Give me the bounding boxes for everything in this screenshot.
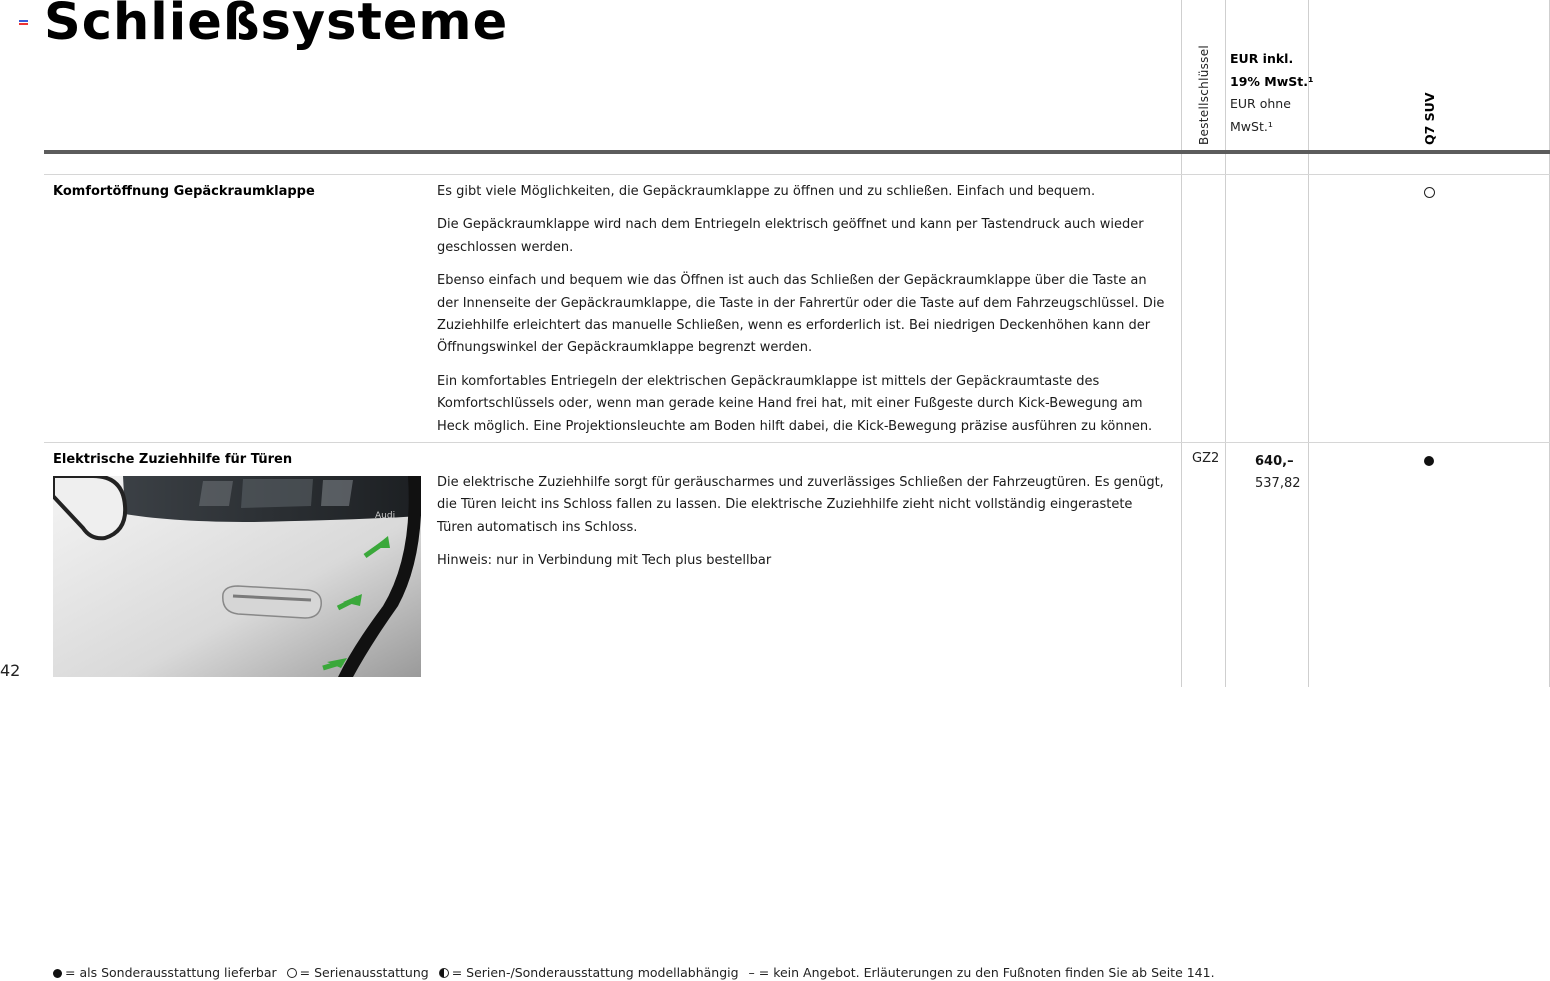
price-gross-header-line2: 19% MwSt.¹: [1230, 73, 1314, 89]
order-code-header: Bestellschlüssel: [1197, 44, 1211, 145]
order-code: GZ2: [1192, 451, 1220, 466]
price-cell: [1255, 451, 1301, 496]
open-circle-icon: [287, 968, 297, 978]
half-circle-icon: [439, 968, 449, 978]
feature-description: [437, 472, 1172, 584]
door-handle-image: [53, 476, 421, 677]
column-divider: [1181, 0, 1182, 687]
legend-item-standard: = Serienausstattung: [287, 965, 429, 980]
description-paragraph: Ein komfortables Entriegeln der elektrischen Gepäckraumklappe ist mittels der Gepäckraumtaste des Komfortschlüssels oder, wenn man gerade keine Hand frei hat, mit einer Fußgeste durch Kick-Bewegung am Heck möglich. Eine Projektionsleuchte am Boden hilft dabei, die Kick-Bewegung präzise ausführen zu können.: [437, 373, 1153, 434]
price-gross: 640,–: [1255, 454, 1294, 469]
model-header: Q7 SUV: [1422, 92, 1437, 145]
price-net-header-line1: EUR ohne: [1230, 96, 1291, 111]
legend: [53, 965, 1221, 980]
feature-name: Elektrische Zuziehhilfe für Türen: [53, 452, 293, 467]
price-gross-header-line1: EUR inkl.: [1230, 51, 1294, 66]
description-paragraph: Ebenso einfach und bequem wie das Öffnen ist auch das Schließen der Gepäckraumklappe über die Taste an der Innenseite der Gepäckraumklappe, die Taste in der Fahrertür oder die Taste auf dem Fahrzeugschlüssel. Die Zuziehhilfe erleichtert das manuelle Schließen, wenn es erforderlich ist. Bei niedrigen Deckenhöhen kann der Öffnungswinkel der Gepäckraumklappe begrenzt werden.: [437, 273, 1165, 356]
standard-equipment-icon: [1424, 187, 1435, 198]
column-divider: [1225, 0, 1226, 687]
description-paragraph: Die Gepäckraumklappe wird nach dem Entriegeln elektrisch geöffnet und kann per Tastendruck auch wieder geschlossen werden.: [437, 217, 1144, 255]
legend-item-optional: = als Sonderausstattung lieferbar: [53, 965, 277, 980]
legend-item-not-available: – = kein Angebot. Erläuterungen zu den Fußnoten finden Sie ab Seite 141.: [748, 965, 1215, 980]
description-paragraph: Es gibt viele Möglichkeiten, die Gepäckraumklappe zu öffnen und zu schließen. Einfach und bequem.: [437, 184, 1096, 199]
page-number: 42: [0, 661, 21, 680]
header-rule: [44, 150, 1550, 154]
description-paragraph: Hinweis: nur in Verbindung mit Tech plus bestellbar: [437, 553, 772, 569]
legend-item-model-dependent: = Serien-/Sonderausstattung modellabhängig: [439, 965, 739, 980]
price-header: [1230, 48, 1313, 138]
optional-equipment-icon: [1424, 456, 1434, 466]
header-divider: [44, 174, 1550, 175]
image-badge: Audi: [375, 511, 396, 521]
page-title: Schließsysteme: [44, 0, 509, 52]
description-paragraph: Die elektrische Zuziehhilfe sorgt für geräuscharmes und zuverlässiges Schließen der Fahrzeugtüren. Es genügt, die Türen leicht ins Schloss fallen zu lassen. Die elektrische Zuziehhilfe zieht nicht vollständig eingerastete Türen automatisch ins Schloss.: [437, 475, 1164, 535]
flag-marker-icon: [19, 20, 28, 27]
feature-description: [437, 181, 1172, 449]
filled-circle-icon: [53, 969, 62, 978]
price-net: 537,82: [1255, 476, 1301, 492]
row-divider: [44, 442, 1550, 443]
price-net-header-line2: MwSt.¹: [1230, 118, 1273, 134]
feature-name: Komfortöffnung Gepäckraumklappe: [53, 184, 315, 199]
